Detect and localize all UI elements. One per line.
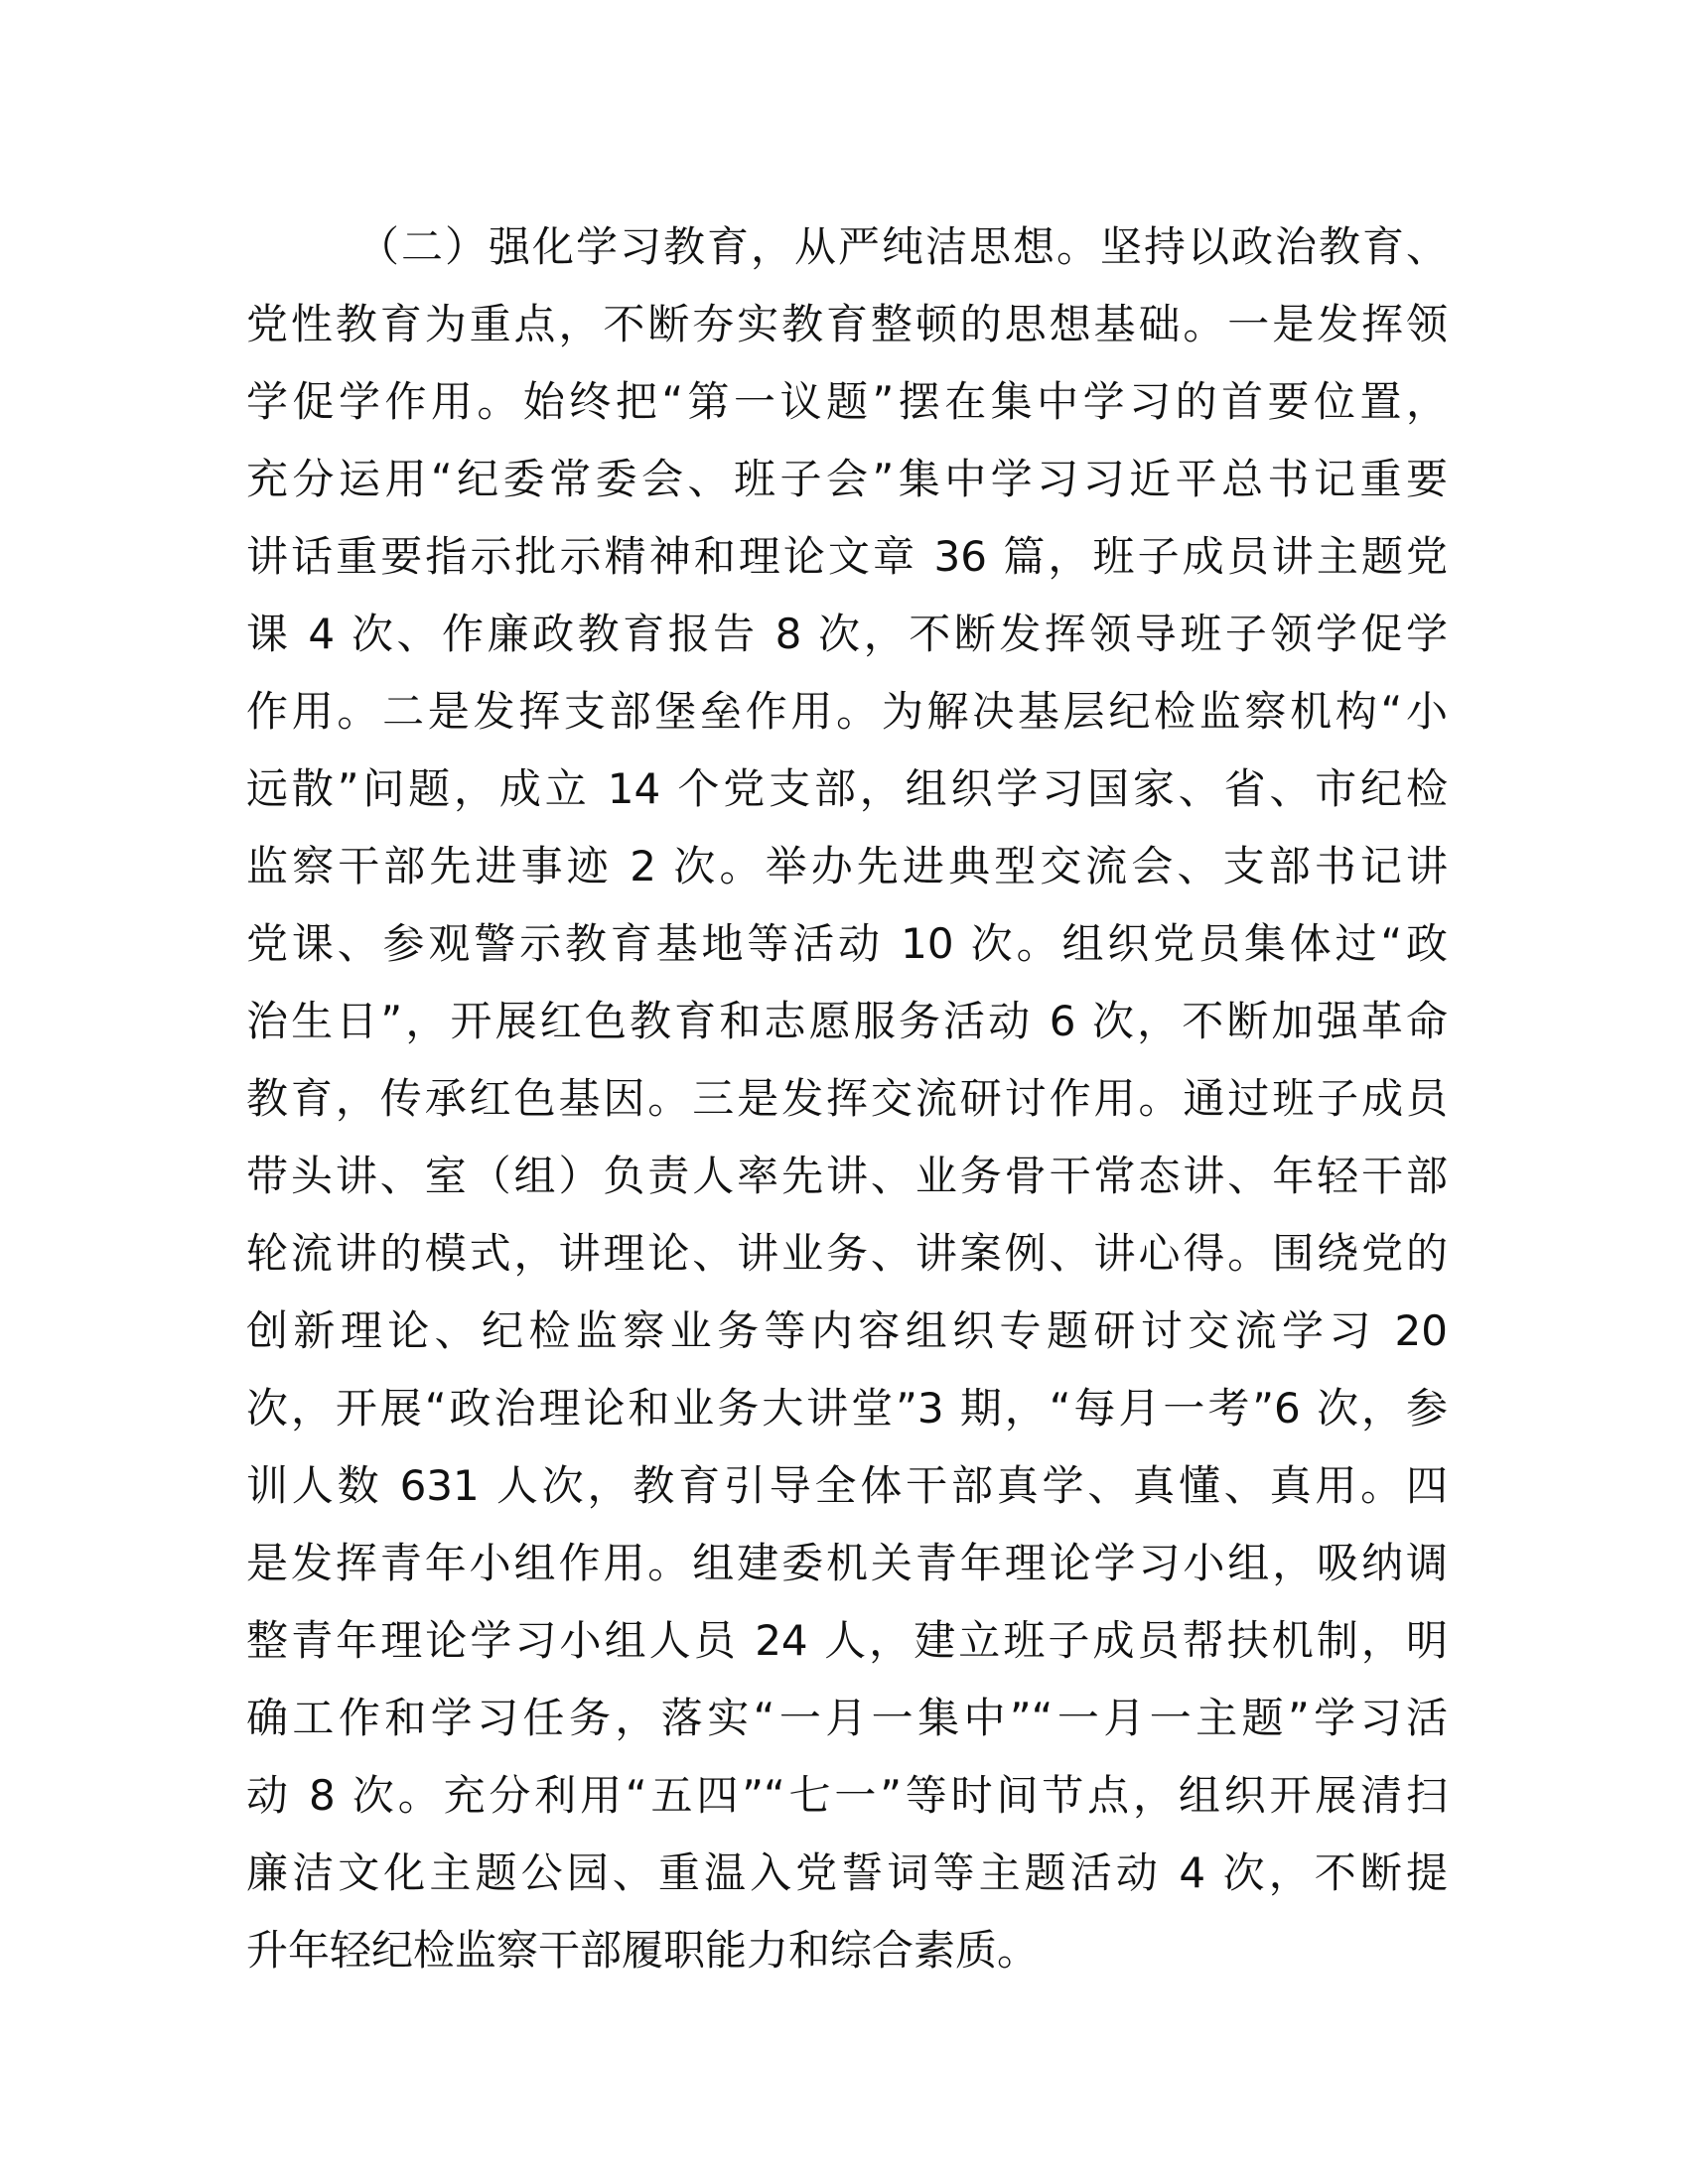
paragraph-line: 监察干部先进事迹 2 次。举办先进典型交流会、支部书记讲 xyxy=(246,842,1448,890)
paragraph-line: 创新理论、纪检监察业务等内容组织专题研讨交流学习 20 xyxy=(246,1306,1448,1355)
paragraph-line: 党课、参观警示教育基地等活动 10 次。组织党员集体过“政 xyxy=(246,919,1448,968)
paragraph-line: （二）强化学习教育，从严纯洁思想。坚持以政治教育、 xyxy=(357,222,1448,271)
paragraph-line: 教育，传承红色基因。三是发挥交流研讨作用。通过班子成员 xyxy=(246,1074,1448,1123)
paragraph-line: 廉洁文化主题公园、重温入党誓词等主题活动 4 次，不断提 xyxy=(246,1848,1448,1897)
paragraph-line: 充分运用“纪委常委会、班子会”集中学习习近平总书记重要 xyxy=(246,455,1448,503)
paragraph-line: 治生日”，开展红色教育和志愿服务活动 6 次，不断加强革命 xyxy=(246,997,1448,1045)
paragraph-line: 作用。二是发挥支部堡垒作用。为解决基层纪检监察机构“小 xyxy=(246,687,1448,736)
paragraph-line: 动 8 次。充分利用“五四”“七一”等时间节点，组织开展清扫 xyxy=(246,1771,1448,1820)
paragraph-line: 远散”问题，成立 14 个党支部，组织学习国家、省、市纪检 xyxy=(246,764,1448,813)
paragraph-line: 讲话重要指示批示精神和理论文章 36 篇，班子成员讲主题党 xyxy=(246,532,1448,581)
paragraph-line: 次，开展“政治理论和业务大讲堂”3 期，“每月一考”6 次，参 xyxy=(246,1384,1448,1433)
paragraph-line: 训人数 631 人次，教育引导全体干部真学、真懂、真用。四 xyxy=(246,1461,1448,1510)
paragraph-line: 党性教育为重点，不断夯实教育整顿的思想基础。一是发挥领 xyxy=(246,300,1448,348)
paragraph-study-education xyxy=(246,208,1448,1989)
paragraph-line: 是发挥青年小组作用。组建委机关青年理论学习小组，吸纳调 xyxy=(246,1539,1448,1587)
paragraph-line: 确工作和学习任务，落实“一月一集中”“一月一主题”学习活 xyxy=(246,1694,1448,1742)
paragraph-line: 轮流讲的模式，讲理论、讲业务、讲案例、讲心得。围绕党的 xyxy=(246,1229,1448,1278)
paragraph-line: 带头讲、室（组）负责人率先讲、业务骨干常态讲、年轻干部 xyxy=(246,1152,1448,1200)
paragraph-line: 升年轻纪检监察干部履职能力和综合素质。 xyxy=(246,1926,1040,1975)
paragraph-line: 整青年理论学习小组人员 24 人，建立班子成员帮扶机制，明 xyxy=(246,1616,1448,1665)
paragraph-line: 学促学作用。始终把“第一议题”摆在集中学习的首要位置， xyxy=(246,377,1448,426)
paragraph-line: 课 4 次、作廉政教育报告 8 次，不断发挥领导班子领学促学 xyxy=(246,610,1448,658)
